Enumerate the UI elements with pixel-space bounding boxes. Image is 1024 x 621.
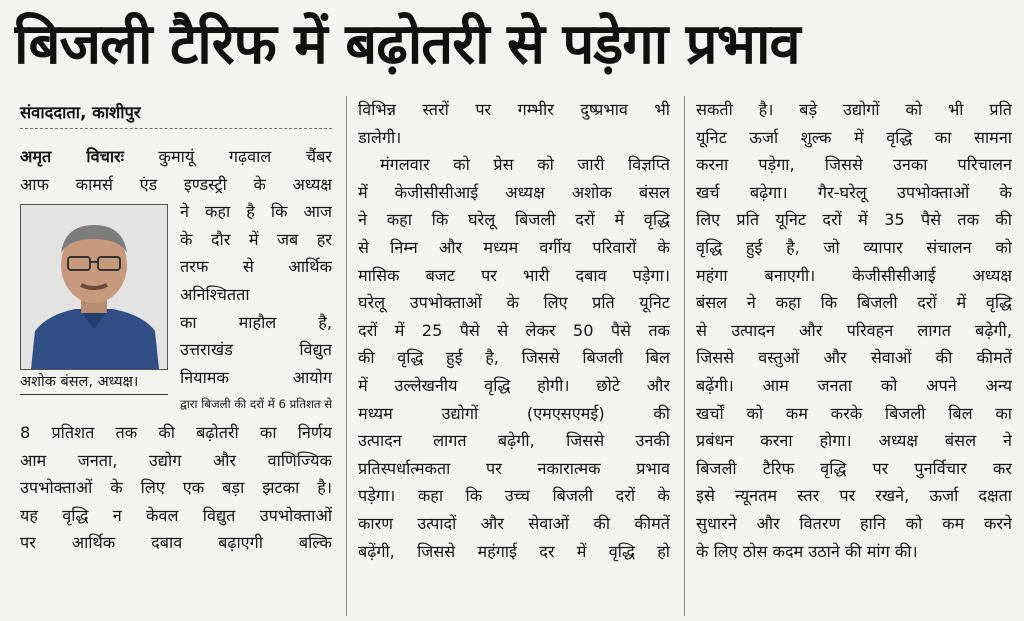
text-line: कुमायूं गढ़वाल चैंबर [158,147,332,166]
text-line: के दौर में जब हर [180,229,332,249]
text-line: लिए प्रति यूनिट दरों में 35 पैसे तक की [696,210,1012,230]
headline: बिजली टैरिफ में बढ़ोतरी से पड़ेगा प्रभाव [14,12,800,77]
text-line: करना पड़ेगा, जिससे उनका परिचालन [696,155,1012,175]
person-portrait-icon [21,205,167,369]
byline-divider [20,128,332,129]
dateline-lead: अमृत विचारः [20,147,124,166]
text-line: नियामक आयोग [180,367,332,387]
text-line: दरों में 25 पैसे से लेकर 50 पैसे तक [358,320,670,340]
text-line: की वृद्धि हुई है, जिससे बिजली बिल [358,348,670,368]
text-line: द्वारा बिजली की दरों में 6 प्रतिशत से [180,397,332,412]
photo-caption: अशोक बंसल, अध्यक्ष। [20,370,168,395]
text-line: डालेगी। [358,127,402,147]
text-line: के लिए ठोस कदम उठाने की मांग की। [696,541,918,561]
article-column-1 [20,94,332,557]
photo-block [20,204,168,395]
text-line: उपभोक्ताओं के लिए एक बड़ा झटका है। [20,478,332,498]
text-line: बंसल ने कहा कि बिजली दरों में वृद्धि [696,293,1012,313]
text-line: में उल्लेखनीय वृद्धि होगी। छोटे और [358,375,670,395]
text-line: अनिश्चितता [180,284,250,304]
column-divider [684,96,685,616]
text-line: सुधारने और वितरण हानि को कम करने [696,513,1012,533]
text-line: इसे न्यूनतम स्तर पर रखने, ऊर्जा दक्षता [696,486,1012,506]
byline: संवाददाता, काशीपुर [20,103,141,122]
text-line: से उत्पादन और परिवहन लागत बढ़ेगी, [696,320,1012,340]
text-line: से निम्न और मध्यम वर्गीय परिवारों के [358,237,670,257]
text-line: बढ़ेंगी, जिससे महंगाई दर में वृद्धि हो [358,541,670,561]
text-line: बिजली टैरिफ वृद्धि पर पुनर्विचार कर [696,458,1012,478]
text-line: तरफ से आर्थिक [180,257,332,277]
text-line: कारण उत्पादों और सेवाओं की कीमतें [358,513,670,533]
text-line: पर आर्थिक दबाव बढ़ाएगी बल्कि [20,533,332,553]
text-line: का माहौल है, [180,312,332,332]
portrait-photo [20,204,168,370]
text-line: सकती है। बड़े उद्योगों को भी प्रति [696,100,1012,119]
text-line: बढ़ेंगी। आम जनता को अपने अन्य [696,375,1012,395]
text-line: यह वृद्धि न केवल विद्युत उपभोक्ताओं [20,505,332,525]
text-line: प्रबंधन करना होगा। अध्यक्ष बंसल ने [696,431,1012,451]
text-line: उत्पादन लागत बढ़ेगी, जिससे उनकी [358,431,670,451]
text-line: आफ कामर्स एंड इण्डस्ट्री के अध्यक्ष [20,174,332,194]
text-line: जिससे वस्तुओं और सेवाओं की कीमतें [696,348,1012,368]
text-line: खर्चों को कम करके बिजली बिल का [696,403,1012,423]
article-column-3 [696,96,1012,565]
text-line: प्रतिस्पर्धात्मकता पर नकारात्मक प्रभाव [358,458,670,478]
text-line: मासिक बजट पर भारी दबाव पड़ेगा। [358,265,670,285]
text-line: मध्यम उद्योगों (एमएसएमई) की [358,403,670,423]
text-line: घरेलू उपभोक्ताओं के लिए प्रति यूनिट [358,293,670,313]
text-line: महंगा बनाएगी। केजीसीसीआई अध्यक्ष [696,265,1012,285]
text-line: 8 प्रतिशत तक की बढ़ोतरी का निर्णय [20,422,332,442]
text-line: पड़ेगा। कहा कि उच्च बिजली दरों के [358,486,670,506]
text-line: में केजीसीसीआई अध्यक्ष अशोक बंसल [358,182,670,202]
text-line: उत्तराखंड विद्युत [180,340,332,360]
text-line: वृद्धि हुई है, जो व्यापार संचालन को [696,237,1012,257]
article-column-2 [358,96,670,565]
text-line: यूनिट ऊर्जा शुल्क में वृद्धि का सामना [696,127,1012,147]
text-line: आम जनता, उद्योग और वाणिज्यिक [20,450,332,470]
text-line: ने कहा कि घरेलू बिजली दरों में वृद्धि [358,210,670,230]
text-line: विभिन्न स्तरों पर गम्भीर दुष्प्रभाव भी [358,100,670,119]
column-divider [346,96,347,616]
lead-line [20,143,332,171]
text-line: ने कहा है कि आज [180,202,332,222]
text-line: खर्च बढ़ेगा। गैर-घरेलू उपभोक्ताओं के [696,182,1012,202]
paragraph-start-line: मंगलवार को प्रेस को जारी विज्ञप्ति [380,155,670,175]
